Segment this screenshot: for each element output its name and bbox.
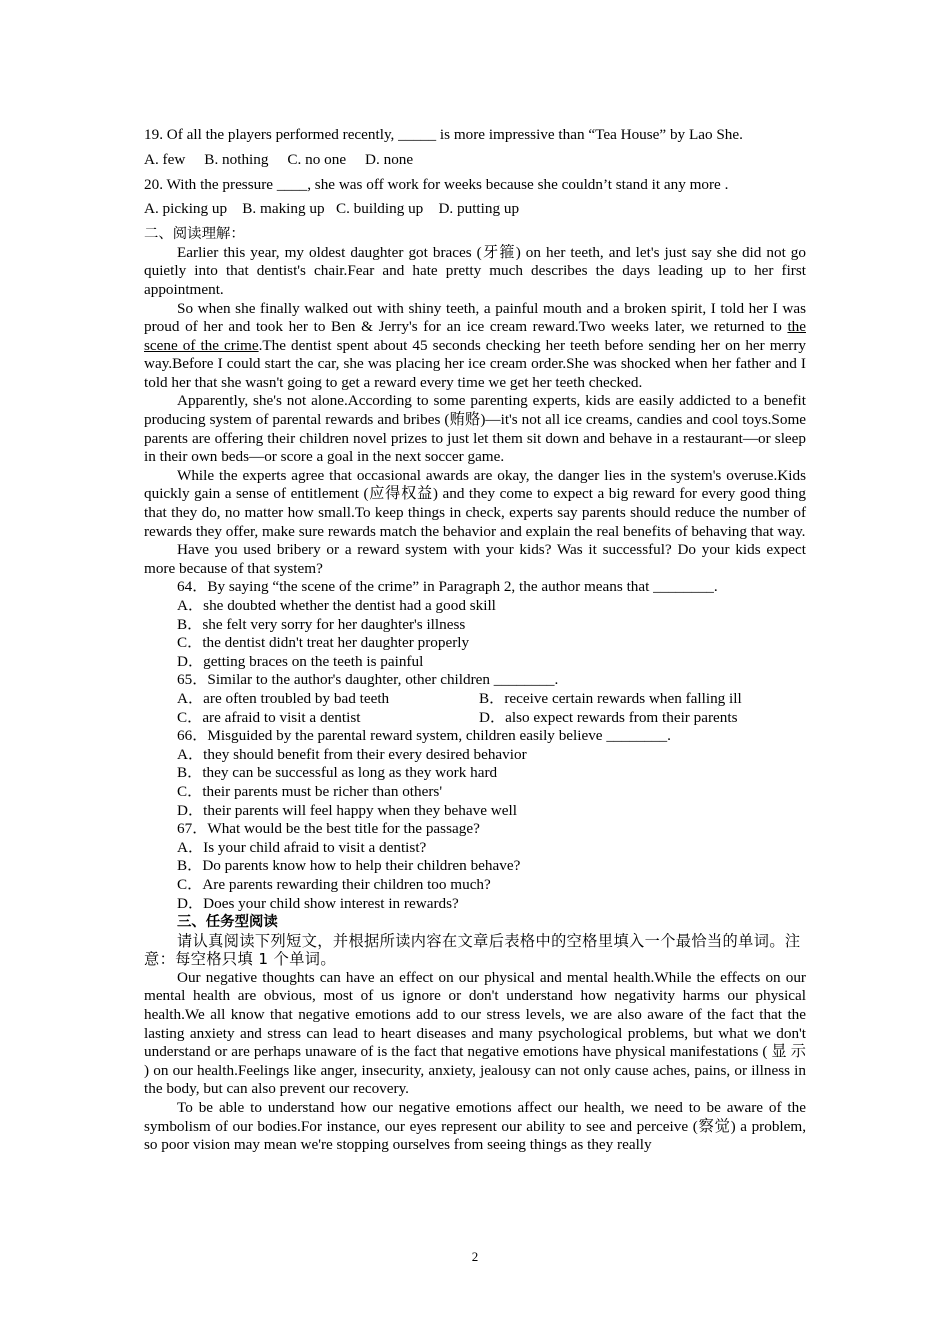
question-65-option-d: D．also expect rewards from their parents	[479, 708, 738, 726]
question-67-option-c: C．Are parents rewarding their children too much?	[177, 875, 491, 893]
passage-2-paragraph-2: To be able to understand how our negative emotions affect our health, we need to be aware of the symbolism of our bodies.For instance, our eyes represent our ability to see and perceive (察觉) a problem, so poor vision may mean we're stopping ourselves from seeing things as they really	[144, 1099, 806, 1154]
question-20-options: A. picking up B. making up C. building up D. putting up	[144, 200, 520, 218]
passage-2-paragraph-1: Our negative thoughts can have an effect on our physical and mental health.While the effects on our mental health are obvious, most of us ignore or don't understand how negativity harms our physical health.We all know that negative emotions add to our stress levels, we are also aware of the fact that the lasting anxiety and stress can lead to heart diseases and many psychological problems, but what we don't understand or are perhaps unaware of is the fact that negative emotions have physical manifestations ( 显 示 ) on our health.Feelings like anger, insecurity, anxiety, jealousy can not only cause aches, pains, or illness in the body, but can also prevent our recovery.	[144, 968, 806, 1098]
question-19-options: A. few B. nothing C. no one D. none	[144, 150, 414, 168]
question-66-option-a: A．they should benefit from their every desired behavior	[177, 745, 527, 763]
question-66-stem: 66．Misguided by the parental reward system, children easily believe ________.	[177, 727, 671, 745]
question-67-option-d: D．Does your child show interest in rewards?	[177, 894, 459, 912]
section-3-heading: 三、任务型阅读	[177, 914, 278, 931]
question-66-option-d: D．their parents will feel happy when they behave well	[177, 801, 517, 819]
paragraph-2-text-before: So when she finally walked out with shiny teeth, a painful mouth and a broken spirit, I told her I was proud of her and took her to Ben & Jerry's for an ice cream reward.Two weeks later, we returned to	[144, 299, 806, 336]
question-65-option-b: B．receive certain rewards when falling ill	[479, 689, 742, 707]
passage-1-paragraph-1: Earlier this year, my oldest daughter got braces (牙箍) on her teeth, and let's just say she did not go quietly into that dentist's chair.Fear and hate pretty much describes the days leading up to her first appointment.	[144, 243, 806, 298]
question-66-option-b: B．they can be successful as long as they work hard	[177, 764, 498, 782]
question-65-option-c: C．are afraid to visit a dentist	[177, 708, 361, 726]
question-64-option-c: C．the dentist didn't treat her daughter properly	[177, 634, 470, 652]
passage-1-paragraph-2	[144, 300, 806, 393]
passage-1-paragraph-3: Apparently, she's not alone.According to some parenting experts, kids are easily addicted to a benefit producing system of parental rewards and bribes (贿赂)—it's not all ice creams, candies and cool toys.Some parents are offering their children novel prizes to just let them sit down and behave in a restaurant—or sleep in their own beds—or score a goal in the next soccer game.	[144, 392, 806, 466]
question-67-option-b: B．Do parents know how to help their children behave?	[177, 857, 521, 875]
paragraph-2-text-after: .The dentist spent about 45 seconds checking her teeth before sending her on her merry way.Before I could start the car, she was placing her ice cream order.She was shocked when her father and I told her that she wasn't going to get a reward every time we get her teeth checked.	[144, 336, 807, 391]
question-65-stem: 65．Similar to the author's daughter, other children ________.	[177, 671, 559, 689]
question-65-option-a: A．are often troubled by bad teeth	[177, 689, 390, 707]
question-65-options-row-1	[144, 690, 806, 709]
question-67-option-a: A．Is your child afraid to visit a dentist?	[177, 838, 427, 856]
question-64-option-d: D．getting braces on the teeth is painful	[177, 652, 424, 670]
underlined-phrase: the scene of the crime	[144, 318, 806, 354]
question-20-stem: 20. With the pressure ____, she was off work for weeks because she couldn’t stand it any more .	[144, 175, 729, 193]
passage-1-paragraph-5: Have you used bribery or a reward system with your kids? Was it successful? Do your kids expect more because of that system?	[144, 541, 806, 577]
passage-1-paragraph-4: While the experts agree that occasional awards are okay, the danger lies in the system's overuse.Kids quickly gain a sense of entitlement (应得权益) and they come to expect a big reward for every good thing that they do, no matter how small.To keep things in check, experts say parents should reduce the number of rewards they offer, make sure rewards match the behavior and explain the real benefits of behaving that way.	[144, 466, 806, 540]
question-64-option-b: B．she felt very sorry for her daughter's illness	[177, 615, 466, 633]
question-64-stem: 64．By saying “the scene of the crime” in Paragraph 2, the author means that ________.	[177, 578, 718, 596]
question-66-option-c: C．their parents must be richer than others'	[177, 782, 443, 800]
question-65-options-row-2	[144, 709, 806, 728]
page-number: 2	[471, 1249, 479, 1264]
document-page	[144, 126, 806, 1155]
question-67-stem: 67．What would be the best title for the passage?	[177, 820, 480, 838]
question-19-stem: 19. Of all the players performed recently, _____ is more impressive than “Tea House” by Lao She.	[144, 126, 743, 143]
section-3-instruction: 请认真阅读下列短文，并根据所读内容在文章后表格中的空格里填入一个最恰当的单词。注意：每空格只填 1 个单词。	[144, 931, 801, 969]
question-64-option-a: A．she doubted whether the dentist had a good skill	[177, 597, 496, 614]
section-2-heading: 二、阅读理解：	[144, 226, 245, 243]
